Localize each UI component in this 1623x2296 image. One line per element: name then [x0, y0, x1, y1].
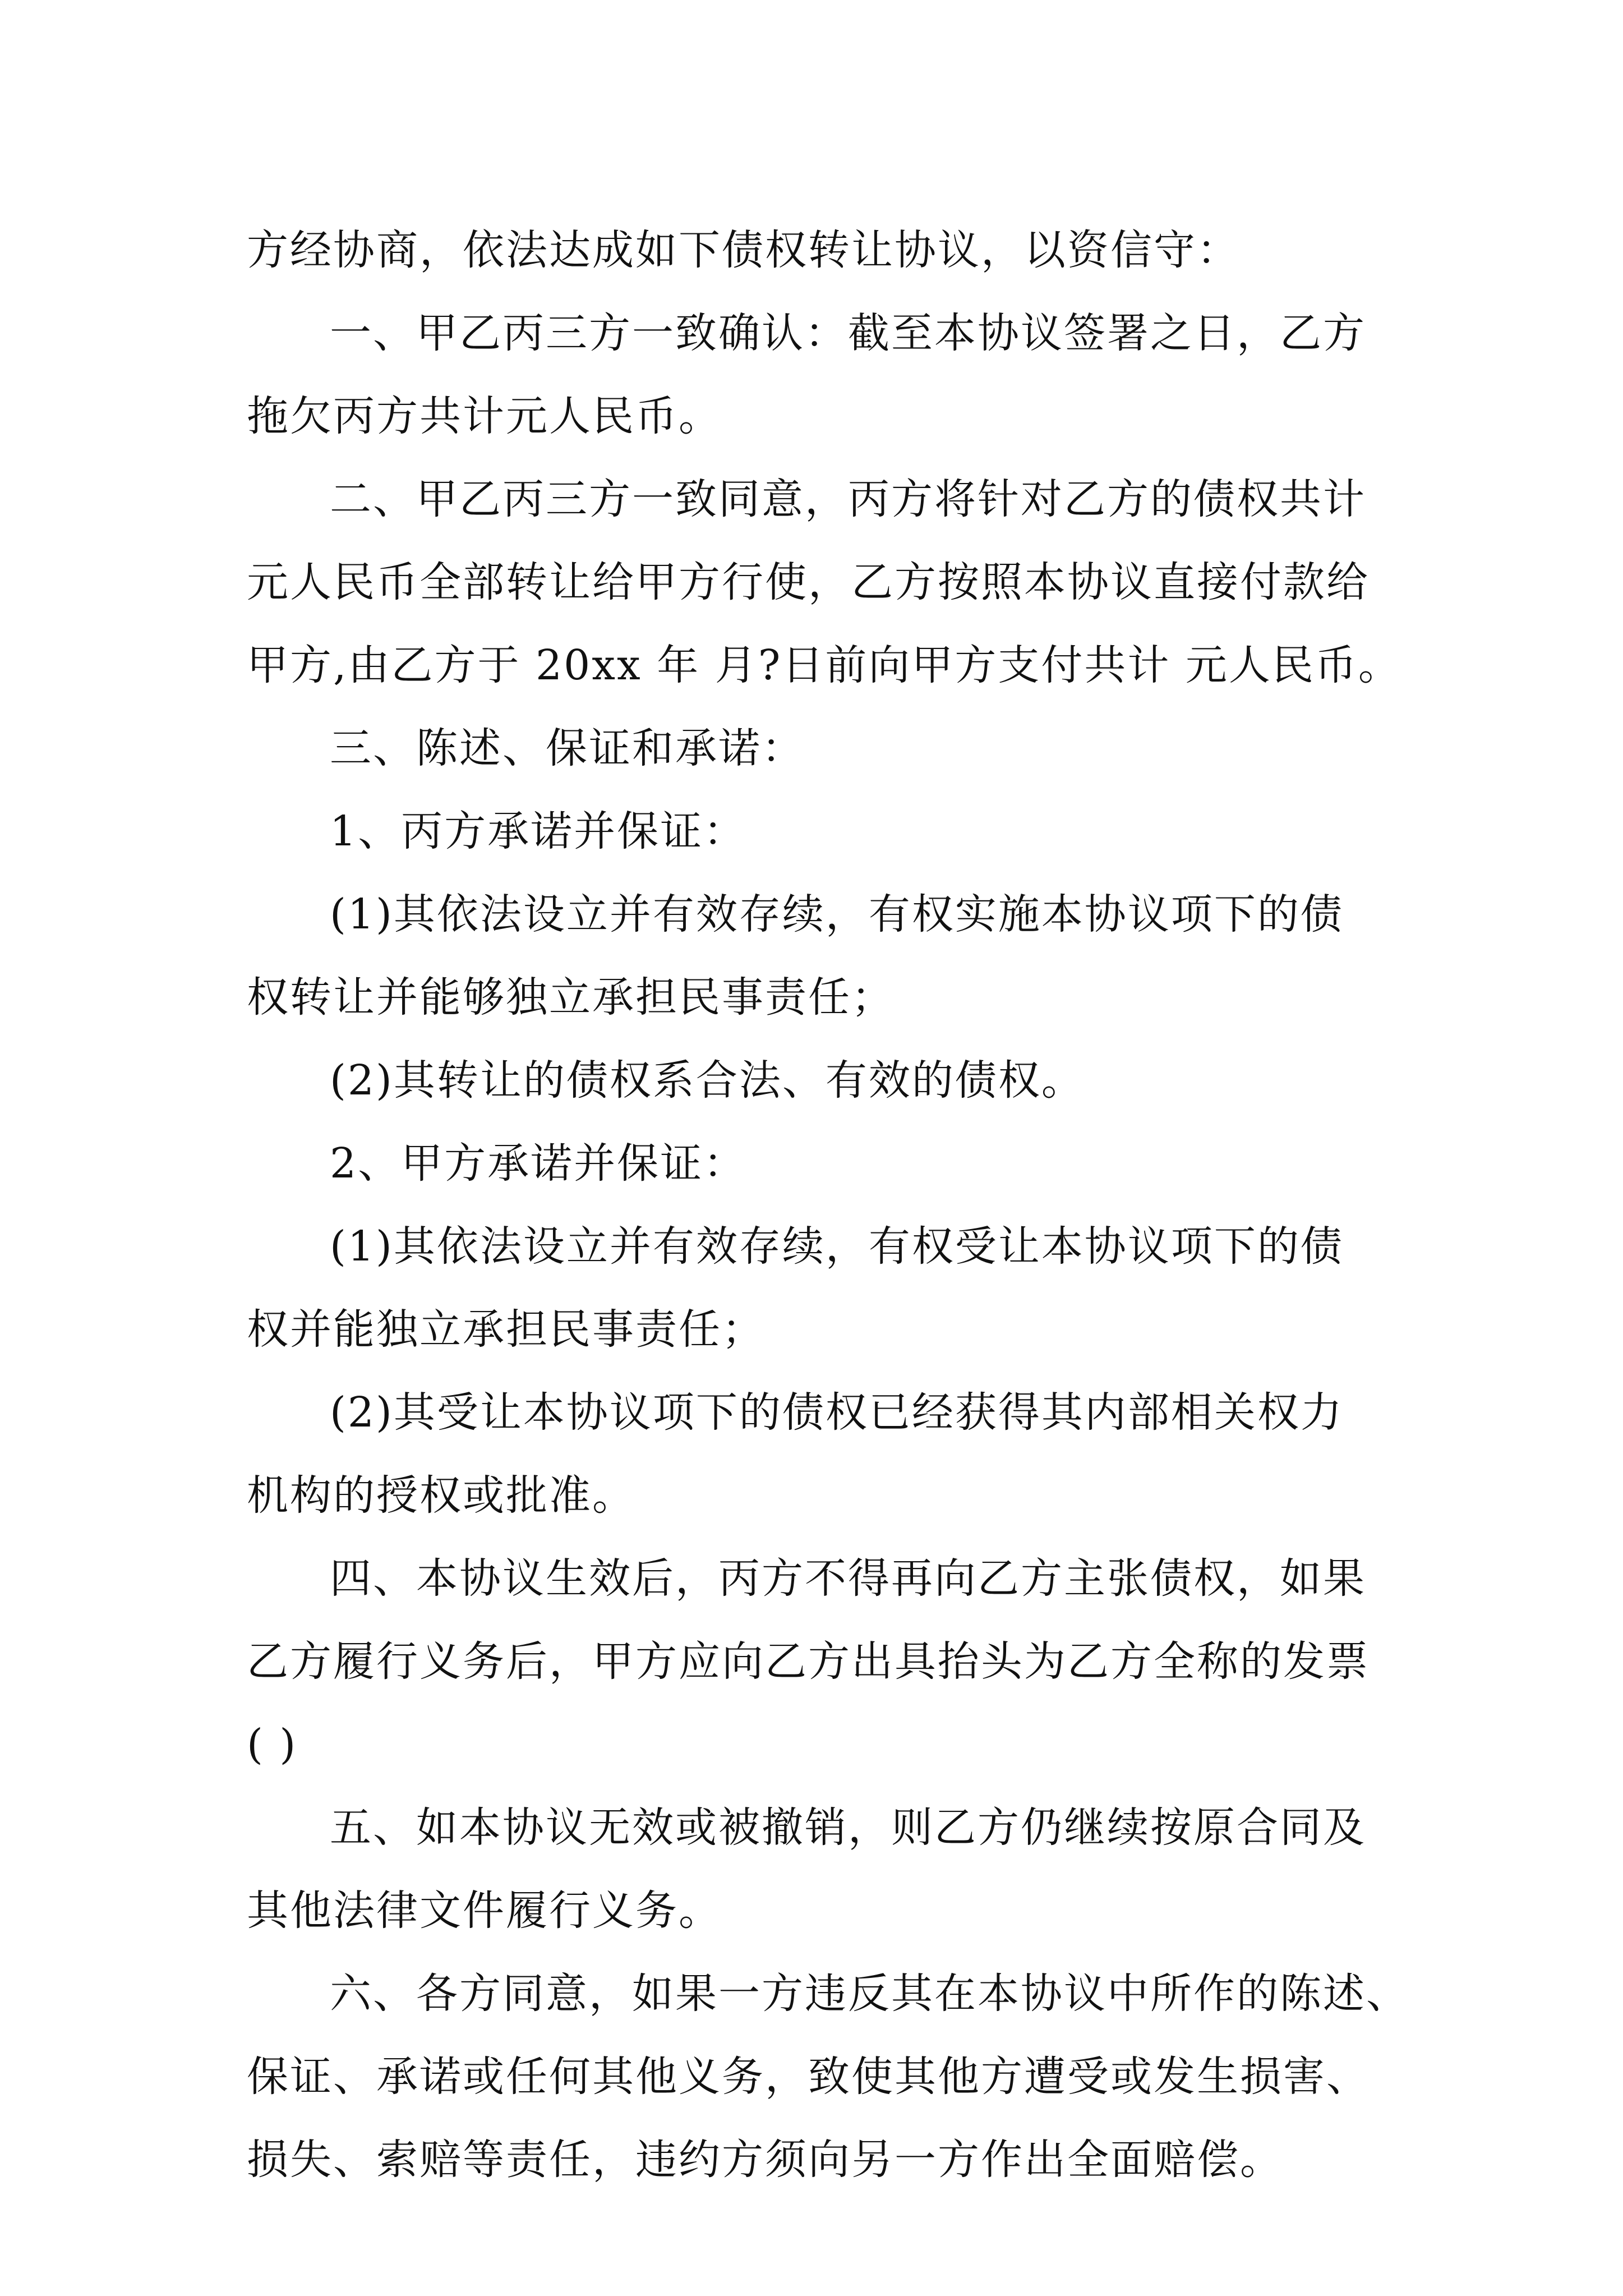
subclause-heading: 1、丙方承诺并保证：: [330, 807, 747, 855]
subclause-item-line: 权并能独立承担民事责任；: [247, 1305, 765, 1354]
subclause-item-line: 权转让并能够独立承担民事责任；: [247, 973, 895, 1022]
clause-4-line: ( ): [247, 1720, 298, 1769]
clause-4-line: 四、本协议生效后，丙方不得再向乙方主张债权，如果: [330, 1554, 1366, 1603]
subclause-item-line: (2)其转让的债权系合法、有效的债权。: [330, 1056, 1085, 1105]
clause-4-line: 乙方履行义务后，甲方应向乙方出具抬头为乙方全称的发票: [247, 1637, 1370, 1686]
subclause-heading: 2、甲方承诺并保证：: [330, 1139, 747, 1188]
clause-1-line: 拖欠丙方共计元人民币。: [247, 392, 722, 440]
subclause-item-line: 机构的授权或批准。: [247, 1471, 635, 1520]
clause-6-line: 保证、承诺或任何其他义务，致使其他方遭受或发生损害、: [247, 2053, 1370, 2101]
subclause-item-line: (1)其依法设立并有效存续，有权实施本协议项下的债: [330, 890, 1344, 938]
clause-6-line: 六、各方同意，如果一方违反其在本协议中所作的陈述、: [330, 1970, 1409, 2018]
clause-2-line: 二、甲乙丙三方一致同意，丙方将针对乙方的债权共计: [330, 475, 1366, 523]
subclause-item-line: (1)其依法设立并有效存续，有权受让本协议项下的债: [330, 1222, 1344, 1271]
text-line: 方经协商，依法达成如下债权转让协议，以资信守：: [247, 226, 1240, 274]
subclause-item-line: (2)其受让本协议项下的债权已经获得其内部相关权力: [330, 1388, 1344, 1437]
clause-5-line: 其他法律文件履行义务。: [247, 1887, 722, 1935]
clause-5-line: 五、如本协议无效或被撤销，则乙方仍继续按原合同及: [330, 1803, 1366, 1852]
clause-3-heading: 三、陈述、保证和承诺：: [330, 724, 805, 772]
clause-2-line: 甲方,由乙方于 20xx 年 月?日前向甲方支付共计 元人民币。: [247, 641, 1401, 689]
clause-6-line: 损失、索赔等责任，违约方须向另一方作出全面赔偿。: [247, 2136, 1283, 2184]
document-body: [247, 209, 1409, 2201]
clause-2-line: 元人民币全部转让给甲方行使，乙方按照本协议直接付款给: [247, 558, 1370, 606]
clause-1-line: 一、甲乙丙三方一致确认：截至本协议签署之日，乙方: [330, 309, 1366, 357]
